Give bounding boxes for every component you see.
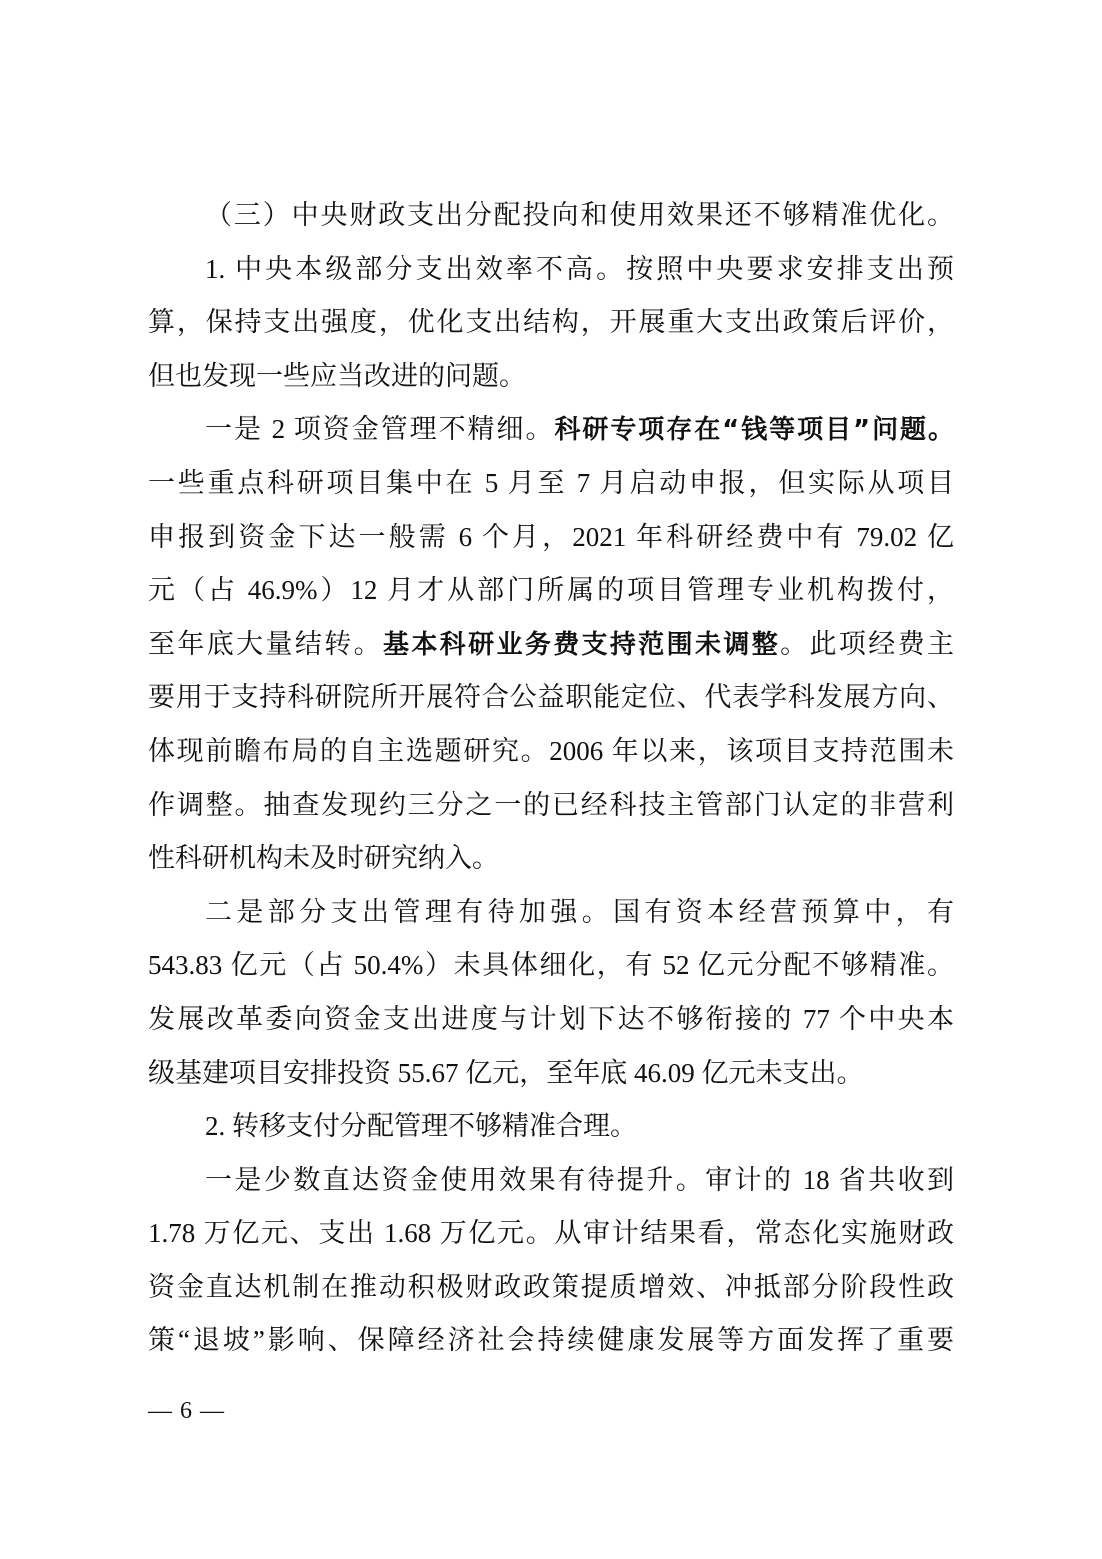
text: 一些重点科研项目集中在 5 月至 7 月启动申报，但实际从项目 [148,467,954,498]
text-line [148,350,954,404]
text-line [148,1047,954,1101]
paragraph [148,243,954,404]
bold-text: 基本科研业务费支持范围未调整 [382,629,781,660]
text-line [148,832,954,886]
text: 一是 2 项资金管理不精细。 [205,414,555,445]
text-line [148,671,954,725]
text: 2. 转移支付分配管理不够精准合理。 [205,1111,637,1142]
text: （三）中央财政支出分配投向和使用效果还不够精准优化。 [205,200,954,230]
text-line [148,243,954,297]
text-line [148,1261,954,1315]
text-line [148,779,954,833]
document-body [148,189,954,1368]
text-line [148,1207,954,1261]
text-line [148,1314,954,1368]
text: 。此项经费主 [780,628,954,659]
text: 1.78 万亿元、支出 1.68 万亿元。从审计结果看，常态化实施财政 [148,1218,954,1249]
paragraph [148,1100,954,1154]
paragraph [148,1154,954,1368]
text-line [148,618,954,672]
text: 资金直达机制在推动积极财政政策提质增效、冲抵部分阶段性政 [148,1271,954,1302]
text-line [148,403,954,457]
text: 作调整。抽查发现约三分之一的已经科技主管部门认定的非营利 [148,789,954,820]
section-heading [148,189,954,243]
text: 1. 中央本级部分支出效率不高。按照中央要求安排支出预 [205,253,954,284]
page-number: — 6 — [148,1398,225,1424]
text-line [148,296,954,350]
text: 体现前瞻布局的自主选题研究。2006 年以来，该项目支持范围未 [148,735,954,766]
text-line [148,1154,954,1208]
text-line [148,993,954,1047]
text-line [148,886,954,940]
text: 发展改革委向资金支出进度与计划下达不够衔接的 77 个中央本 [148,1003,954,1034]
text-line [148,1100,954,1154]
paragraph [148,886,954,1100]
text-line [148,511,954,565]
text: 级基建项目安排投资 55.67 亿元，至年底 46.09 亿元未支出。 [148,1057,864,1088]
text: 性科研机构未及时研究纳入。 [148,843,499,874]
text-line [148,939,954,993]
text-line [148,457,954,511]
text: 要用于支持科研院所开展符合公益职能定位、代表学科发展方向、 [148,682,954,713]
text: 元（占 46.9%）12 月才从部门所属的项目管理专业机构拨付， [148,575,954,606]
text-line [148,189,954,243]
text: 543.83 亿元（占 50.4%）未具体细化，有 52 亿元分配不够精准。 [148,950,954,981]
text: 至年底大量结转。 [148,628,383,659]
text: 二是部分支出管理有待加强。国有资本经营预算中，有 [205,896,954,927]
text: 策“退坡”影响、保障经济社会持续健康发展等方面发挥了重要 [148,1325,954,1356]
text: 算，保持支出强度，优化支出结构，开展重大支出政策后评价， [148,307,954,338]
paragraph [148,403,954,885]
text-line [148,564,954,618]
bold-text: 科研专项存在“钱等项目”问题。 [554,415,954,446]
text: 但也发现一些应当改进的问题。 [148,360,526,391]
text: 申报到资金下达一般需 6 个月，2021 年科研经费中有 79.02 亿 [148,521,954,552]
text-line [148,725,954,779]
text: 一是少数直达资金使用效果有待提升。审计的 18 省共收到 [205,1164,954,1195]
